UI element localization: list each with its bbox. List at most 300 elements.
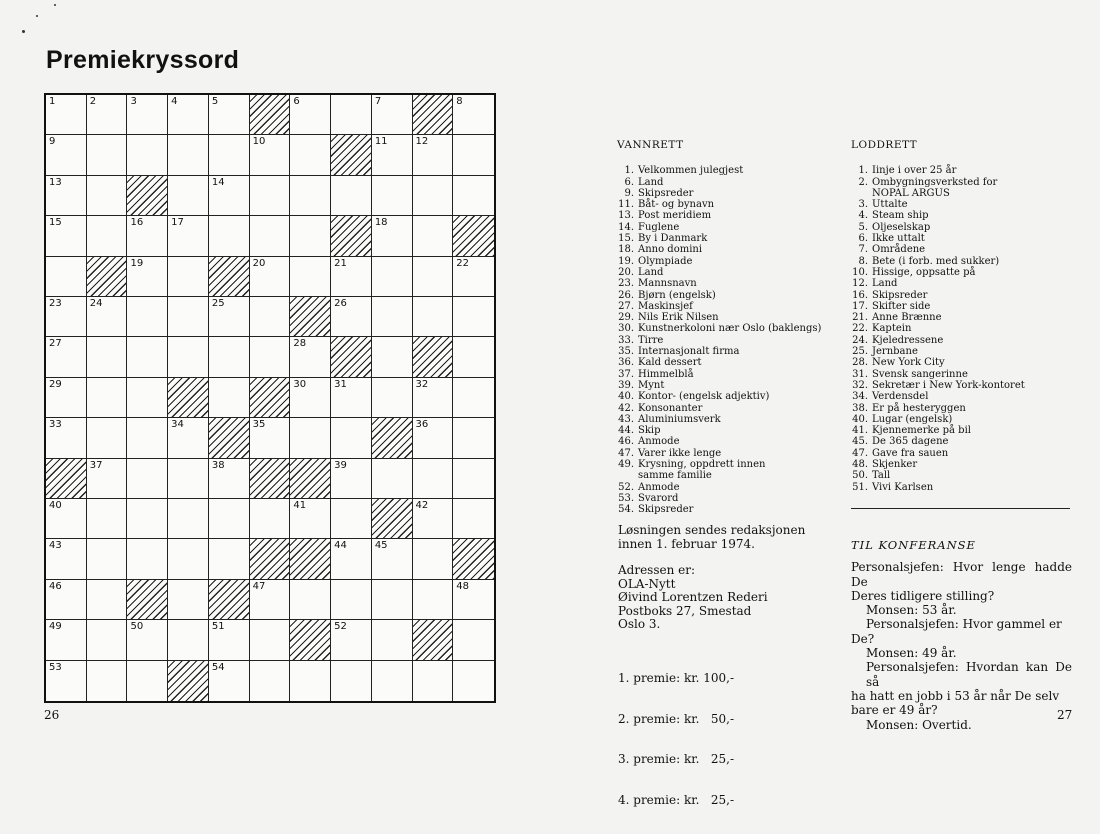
grid-cell[interactable] (413, 459, 454, 499)
clue-number: 17 (171, 217, 184, 229)
clue-number: 1 (49, 96, 56, 107)
clue-text: Kaptein (872, 323, 912, 335)
across-clue (617, 357, 821, 368)
grid-cell[interactable] (87, 135, 128, 175)
grid-cell[interactable] (87, 580, 128, 620)
grid-block (372, 499, 413, 539)
joke-line: Deres tidligere stilling? (851, 588, 995, 603)
grid-cell[interactable] (331, 418, 372, 458)
grid-block (209, 257, 250, 297)
grid-cell[interactable] (290, 257, 331, 297)
clue-text: Anmode (638, 436, 680, 448)
grid-cell[interactable] (46, 661, 87, 701)
page-title: Premiekryssord (46, 46, 240, 74)
across-clue (617, 346, 821, 357)
grid-cell[interactable] (87, 216, 128, 256)
grid-cell[interactable] (168, 337, 209, 377)
grid-cell[interactable] (413, 135, 454, 175)
grid-cell[interactable] (209, 176, 250, 216)
clue-number: 22 (456, 257, 469, 269)
grid-block (372, 418, 413, 458)
clue-number: 27. (618, 300, 634, 312)
across-clue (617, 414, 821, 425)
clue-number: 23. (618, 278, 634, 290)
grid-cell[interactable] (168, 297, 209, 337)
grid-cell[interactable] (331, 95, 372, 135)
grid-cell[interactable] (46, 216, 87, 256)
down-clue (851, 436, 1025, 447)
clue-number: 13 (49, 176, 62, 188)
clue-number: 12. (852, 278, 868, 290)
grid-cell[interactable] (290, 337, 331, 377)
grid-cell[interactable] (290, 378, 331, 418)
grid-cell[interactable] (209, 539, 250, 579)
clue-number: 6 (293, 96, 300, 107)
crossword-grid (44, 93, 496, 703)
grid-cell[interactable] (290, 418, 331, 458)
joke-line: bare er 49 år? (851, 703, 938, 718)
grid-block (127, 176, 168, 216)
clue-number: 19 (130, 257, 144, 269)
grid-cell[interactable] (168, 539, 209, 579)
info-line: innen 1. februar 1974. (618, 536, 755, 551)
clue-number: 44. (618, 425, 634, 437)
grid-cell[interactable] (87, 297, 128, 337)
clue-number: 10 (252, 136, 266, 148)
down-clue (851, 323, 1025, 334)
clue-number: 2. (858, 176, 868, 188)
across-clue (617, 403, 821, 414)
grid-cell[interactable] (290, 661, 331, 701)
grid-cell[interactable] (87, 499, 128, 539)
grid-cell[interactable] (168, 257, 209, 297)
grid-block (290, 459, 331, 499)
clue-number: 5. (858, 221, 868, 233)
across-clue (617, 493, 821, 504)
down-clue (851, 470, 1025, 481)
grid-cell[interactable] (209, 297, 250, 337)
grid-cell[interactable] (127, 297, 168, 337)
grid-cell[interactable] (413, 378, 454, 418)
grid-block (290, 620, 331, 660)
grid-cell[interactable] (331, 297, 372, 337)
clue-number: 42 (415, 500, 429, 511)
grid-cell[interactable] (453, 459, 494, 499)
clues-down-heading: LODDRETT (851, 139, 918, 151)
across-clue (617, 459, 821, 470)
grid-cell[interactable] (46, 135, 87, 175)
clue-text: Fuglene (638, 221, 680, 233)
grid-cell[interactable] (453, 337, 494, 377)
grid-cell[interactable] (46, 257, 87, 297)
grid-cell[interactable] (46, 378, 87, 418)
grid-cell[interactable] (372, 378, 413, 418)
grid-cell[interactable] (290, 580, 331, 620)
grid-cell[interactable] (372, 297, 413, 337)
grid-cell[interactable] (46, 499, 87, 539)
clue-text: Land (638, 176, 664, 188)
grid-block (250, 95, 291, 135)
clue-number: 25. (852, 346, 868, 358)
clue-text: Anno domini (638, 244, 703, 256)
grid-cell[interactable] (127, 459, 168, 499)
clue-number: 30. (618, 323, 634, 335)
page-number-left: 26 (44, 708, 60, 722)
grid-block (290, 297, 331, 337)
clue-text: Tirre (638, 334, 664, 346)
clue-text: Gave fra sauen (872, 447, 949, 459)
grid-cell[interactable] (453, 620, 494, 660)
grid-cell[interactable] (372, 95, 413, 135)
clue-text: Anne Brænne (872, 312, 942, 324)
down-clue (851, 165, 1025, 176)
grid-cell[interactable] (127, 661, 168, 701)
grid-cell[interactable] (413, 539, 454, 579)
grid-cell[interactable] (127, 499, 168, 539)
across-clue (617, 312, 821, 323)
grid-cell[interactable] (372, 257, 413, 297)
grid-cell[interactable] (168, 499, 209, 539)
grid-cell[interactable] (209, 135, 250, 175)
grid-cell[interactable] (250, 661, 291, 701)
clue-number: 47. (618, 447, 634, 459)
grid-cell[interactable] (46, 539, 87, 579)
clue-number: 44 (334, 540, 347, 552)
down-clue (851, 425, 1025, 436)
joke-line: De? (851, 631, 875, 646)
clue-text: Sekretær i New York-kontoret (872, 379, 1025, 391)
grid-cell[interactable] (372, 135, 413, 175)
clue-text: Skjenker (872, 459, 918, 471)
clue-number: 51 (211, 621, 225, 633)
address-line: Postboks 27, Smestad (618, 603, 752, 618)
grid-cell[interactable] (250, 257, 291, 297)
grid-cell[interactable] (372, 580, 413, 620)
grid-cell[interactable] (168, 135, 209, 175)
grid-cell[interactable] (168, 418, 209, 458)
grid-cell[interactable] (372, 176, 413, 216)
clue-number: 9. (624, 187, 634, 199)
down-clue (851, 301, 1025, 312)
grid-cell[interactable] (453, 418, 494, 458)
prize-line: 1. premie: kr. 100,- (618, 671, 735, 685)
clue-number: 35 (252, 419, 266, 431)
grid-cell[interactable] (331, 499, 372, 539)
down-clue (851, 188, 1025, 199)
grid-cell[interactable] (331, 620, 372, 660)
grid-cell[interactable] (168, 580, 209, 620)
grid-cell[interactable] (453, 499, 494, 539)
joke-heading: TIL KONFERANSE (851, 538, 976, 552)
grid-cell[interactable] (413, 661, 454, 701)
address-line: Oslo 3. (618, 617, 661, 631)
grid-cell[interactable] (87, 176, 128, 216)
grid-cell[interactable] (372, 620, 413, 660)
grid-cell[interactable] (372, 337, 413, 377)
grid-cell[interactable] (453, 95, 494, 135)
grid-cell[interactable] (413, 580, 454, 620)
across-clue (617, 391, 821, 402)
grid-cell[interactable] (331, 257, 372, 297)
grid-cell[interactable] (168, 216, 209, 256)
across-clue (617, 199, 821, 210)
grid-cell[interactable] (331, 580, 372, 620)
clue-number: 54. (618, 504, 634, 516)
grid-block (331, 216, 372, 256)
clue-text: By i Danmark (638, 233, 708, 245)
grid-cell[interactable] (413, 257, 454, 297)
clue-number: 7 (374, 96, 382, 107)
grid-cell[interactable] (250, 580, 291, 620)
grid-cell[interactable] (250, 176, 291, 216)
clue-number: 36 (415, 419, 429, 431)
clue-text: Land (638, 266, 664, 278)
grid-cell[interactable] (46, 580, 87, 620)
down-clue (851, 403, 1025, 414)
grid-cell[interactable] (87, 661, 128, 701)
clue-number: 43. (618, 413, 634, 425)
grid-cell[interactable] (127, 95, 168, 135)
grid-cell[interactable] (250, 418, 291, 458)
across-clue (617, 448, 821, 459)
grid-cell[interactable] (87, 459, 128, 499)
clue-text: Områdene (872, 244, 926, 256)
clue-number: 48 (456, 580, 469, 592)
clue-text: Uttalte (872, 199, 908, 211)
clue-text: Bjørn (engelsk) (638, 289, 716, 301)
down-clue (851, 391, 1025, 402)
grid-cell[interactable] (168, 95, 209, 135)
clue-text: Aluminiumsverk (638, 413, 721, 425)
clue-number: 53 (49, 661, 62, 673)
grid-cell[interactable] (46, 176, 87, 216)
grid-cell[interactable] (372, 459, 413, 499)
grid-cell[interactable] (209, 95, 250, 135)
grid-cell[interactable] (331, 378, 372, 418)
address-line: Adressen er: (618, 563, 696, 577)
grid-cell[interactable] (127, 620, 168, 660)
clue-number: 14. (618, 221, 634, 233)
grid-cell[interactable] (168, 620, 209, 660)
clue-text: Mynt (638, 379, 665, 391)
clue-number: 22. (852, 323, 868, 335)
clue-number: 4 (171, 96, 178, 107)
grid-cell[interactable] (87, 378, 128, 418)
clues-down (851, 140, 1025, 493)
prize-line: 2. premie: kr. 50,- (618, 711, 735, 726)
grid-cell[interactable] (46, 297, 87, 337)
down-clue (851, 278, 1025, 289)
joke-text (851, 560, 1072, 732)
grid-cell[interactable] (209, 661, 250, 701)
grid-cell[interactable] (331, 661, 372, 701)
clue-number: 42. (618, 402, 634, 414)
clue-number: 5 (211, 96, 219, 107)
grid-cell[interactable] (290, 176, 331, 216)
clue-number: 24. (852, 334, 868, 346)
grid-cell[interactable] (209, 378, 250, 418)
clue-number: 17. (852, 300, 868, 312)
grid-cell[interactable] (331, 539, 372, 579)
grid-cell[interactable] (453, 580, 494, 620)
across-clue (617, 244, 821, 255)
grid-cell[interactable] (453, 661, 494, 701)
clue-number: 29. (618, 312, 634, 324)
grid-cell[interactable] (413, 499, 454, 539)
clue-text: Svensk sangerinne (872, 368, 968, 380)
grid-block (46, 459, 87, 499)
grid-cell[interactable] (372, 216, 413, 256)
grid-cell[interactable] (46, 620, 87, 660)
clue-number: 13. (618, 210, 634, 222)
clue-number: 16. (852, 289, 868, 301)
grid-cell[interactable] (168, 176, 209, 216)
grid-cell[interactable] (290, 95, 331, 135)
across-clue (617, 222, 821, 233)
grid-cell[interactable] (209, 459, 250, 499)
clue-number: 2 (89, 96, 97, 107)
grid-cell[interactable] (250, 337, 291, 377)
grid-cell[interactable] (127, 216, 168, 256)
clue-text: Kjennemerke på bil (872, 425, 971, 437)
grid-block (168, 378, 209, 418)
clue-number: 23 (49, 298, 62, 309)
down-clue (851, 459, 1025, 470)
grid-block (168, 661, 209, 701)
grid-cell[interactable] (331, 459, 372, 499)
clue-number: 32. (852, 379, 868, 391)
grid-cell[interactable] (127, 378, 168, 418)
clue-number: 33. (618, 334, 634, 346)
clue-number: 28. (852, 357, 868, 369)
clue-number: 3. (858, 199, 868, 211)
grid-cell[interactable] (250, 216, 291, 256)
clue-text: Velkommen julegjest (638, 165, 744, 177)
down-clue (851, 210, 1025, 221)
clue-number: 46. (618, 436, 634, 448)
grid-block (290, 539, 331, 579)
print-speck (22, 30, 25, 33)
grid-cell[interactable] (46, 418, 87, 458)
clue-text: Bete (i forb. med sukker) (872, 255, 1000, 267)
across-clue (617, 380, 821, 391)
grid-cell[interactable] (87, 95, 128, 135)
across-clue (617, 233, 821, 244)
grid-cell[interactable] (413, 297, 454, 337)
grid-cell[interactable] (127, 135, 168, 175)
clue-text: Kunstnerkoloni nær Oslo (baklengs) (638, 323, 822, 335)
address-line: Øivind Lorentzen Rederi (618, 590, 768, 604)
info-line: Løsningen sendes redaksjonen (618, 523, 806, 537)
clue-number: 52. (618, 481, 634, 493)
grid-cell[interactable] (87, 337, 128, 377)
clue-number: 45 (374, 540, 388, 552)
down-clue (851, 244, 1025, 255)
clue-text: Olympiade (638, 255, 693, 267)
grid-cell[interactable] (127, 257, 168, 297)
grid-cell[interactable] (413, 418, 454, 458)
grid-block (209, 418, 250, 458)
clue-number: 49 (49, 621, 62, 633)
clue-text: Konsonanter (638, 402, 703, 414)
grid-cell[interactable] (209, 337, 250, 377)
grid-cell[interactable] (46, 337, 87, 377)
clue-text: samme familie (638, 470, 712, 482)
clue-number: 45. (852, 436, 868, 448)
grid-cell[interactable] (453, 135, 494, 175)
grid-cell[interactable] (209, 620, 250, 660)
across-clue (617, 165, 821, 176)
clue-number: 37. (618, 368, 634, 380)
grid-cell[interactable] (290, 216, 331, 256)
clue-text: Varer ikke lenge (638, 447, 722, 459)
grid-cell[interactable] (290, 135, 331, 175)
grid-cell[interactable] (413, 176, 454, 216)
clue-number: 33 (49, 419, 62, 431)
grid-cell[interactable] (372, 539, 413, 579)
grid-cell[interactable] (87, 620, 128, 660)
crossword-cells (46, 95, 494, 701)
grid-cell[interactable] (453, 297, 494, 337)
grid-cell[interactable] (127, 539, 168, 579)
clue-number: 34 (171, 419, 184, 431)
grid-cell[interactable] (87, 539, 128, 579)
submission-info (618, 524, 805, 551)
grid-block (413, 620, 454, 660)
clue-number: 48. (852, 459, 868, 471)
grid-cell[interactable] (250, 135, 291, 175)
clue-text: Steam ship (872, 210, 929, 222)
clue-number: 46 (49, 580, 62, 592)
across-clue (617, 436, 821, 447)
clue-number: 39. (618, 379, 634, 391)
clue-text: Oljeselskap (872, 221, 931, 233)
clue-number: 37 (89, 459, 103, 471)
clue-number: 16 (130, 217, 144, 229)
clue-number: 36. (618, 357, 634, 369)
grid-cell[interactable] (453, 257, 494, 297)
clue-text: Ombygningsverksted for (872, 176, 998, 188)
grid-cell[interactable] (331, 176, 372, 216)
clue-text: Iinje i over 25 år (872, 165, 957, 177)
grid-cell[interactable] (46, 95, 87, 135)
grid-cell[interactable] (168, 459, 209, 499)
clue-number: 47. (852, 447, 868, 459)
grid-cell[interactable] (87, 418, 128, 458)
grid-cell[interactable] (453, 378, 494, 418)
clues-down-list (851, 165, 1025, 493)
grid-cell[interactable] (250, 297, 291, 337)
grid-block (331, 337, 372, 377)
grid-cell[interactable] (250, 499, 291, 539)
clue-number: 20 (252, 257, 266, 269)
down-clue (851, 369, 1025, 380)
grid-cell[interactable] (290, 499, 331, 539)
grid-cell[interactable] (453, 176, 494, 216)
clue-number: 47 (252, 580, 266, 592)
grid-cell[interactable] (127, 337, 168, 377)
grid-cell[interactable] (413, 216, 454, 256)
grid-cell[interactable] (250, 620, 291, 660)
clue-number: 51. (852, 481, 868, 493)
grid-cell[interactable] (127, 418, 168, 458)
grid-cell[interactable] (209, 499, 250, 539)
grid-cell[interactable] (372, 661, 413, 701)
clue-number: 26 (334, 298, 347, 309)
down-clue (851, 335, 1025, 346)
grid-cell[interactable] (209, 216, 250, 256)
across-clue (617, 301, 821, 312)
